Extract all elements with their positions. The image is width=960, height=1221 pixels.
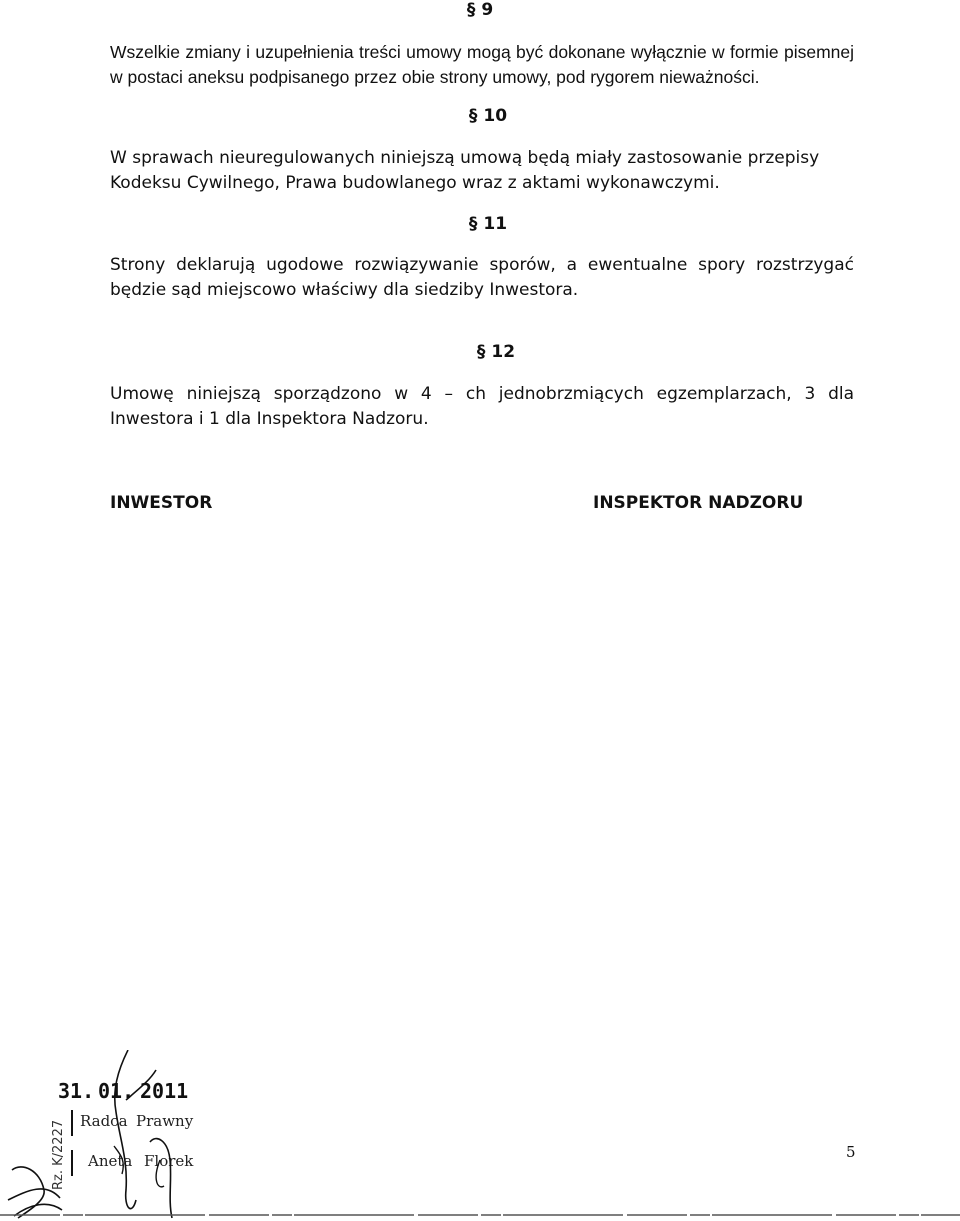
section-symbol: § (468, 214, 478, 234)
svg-text:01.: 01. (98, 1079, 135, 1103)
section-symbol: § (466, 0, 476, 20)
section-heading-10 (0, 106, 960, 126)
svg-text:Radca: Radca (80, 1112, 128, 1130)
legal-counsel-stamp (0, 1050, 220, 1221)
section-heading-12 (0, 342, 960, 362)
section-number: 11 (483, 214, 508, 234)
svg-text:2011: 2011 (140, 1079, 189, 1103)
svg-text:Rz. K/2227: Rz. K/2227 (51, 1119, 66, 1190)
svg-text:31.: 31. (58, 1079, 95, 1103)
page-bottom-edge (0, 1214, 960, 1216)
investor-signature-label: INWESTOR (110, 493, 213, 513)
section-11-text: Strony deklarują ugodowe rozwiązywanie sporów, a ewentualne spory rozstrzygać będzie sąd miejscowo właściwy dla siedziby Inwestora. (110, 255, 854, 300)
section-number: 12 (491, 342, 516, 362)
section-number: 10 (483, 106, 508, 126)
inspector-signature-label: INSPEKTOR NADZORU (593, 493, 804, 513)
section-heading-9 (0, 0, 960, 20)
svg-text:Florek: Florek (144, 1152, 194, 1170)
page-number: 5 (846, 1143, 856, 1161)
section-number: 9 (481, 0, 494, 20)
section-12-text: Umowę niniejszą sporządzono w 4 – ch jednobrzmiących egzemplarzach, 3 dla Inwestora i 1 dla Inspektora Nadzoru. (110, 384, 854, 429)
svg-text:Aneta: Aneta (88, 1152, 133, 1170)
section-9-text: Wszelkie zmiany i uzupełnienia treści umowy mogą być dokonane wyłącznie w formie pisemnej w postaci aneksu podpisanego przez obie strony umowy, pod rygorem nieważności. (110, 42, 854, 87)
section-10-text: W sprawach nieuregulowanych niniejszą umową będą miały zastosowanie przepisy Kodeksu Cywilnego, Prawa budowlanego wraz z aktami wykonawczymi. (110, 148, 820, 193)
section-symbol: § (476, 342, 486, 362)
svg-text:Prawny: Prawny (136, 1112, 194, 1130)
section-heading-11 (0, 214, 960, 234)
section-symbol: § (468, 106, 478, 126)
